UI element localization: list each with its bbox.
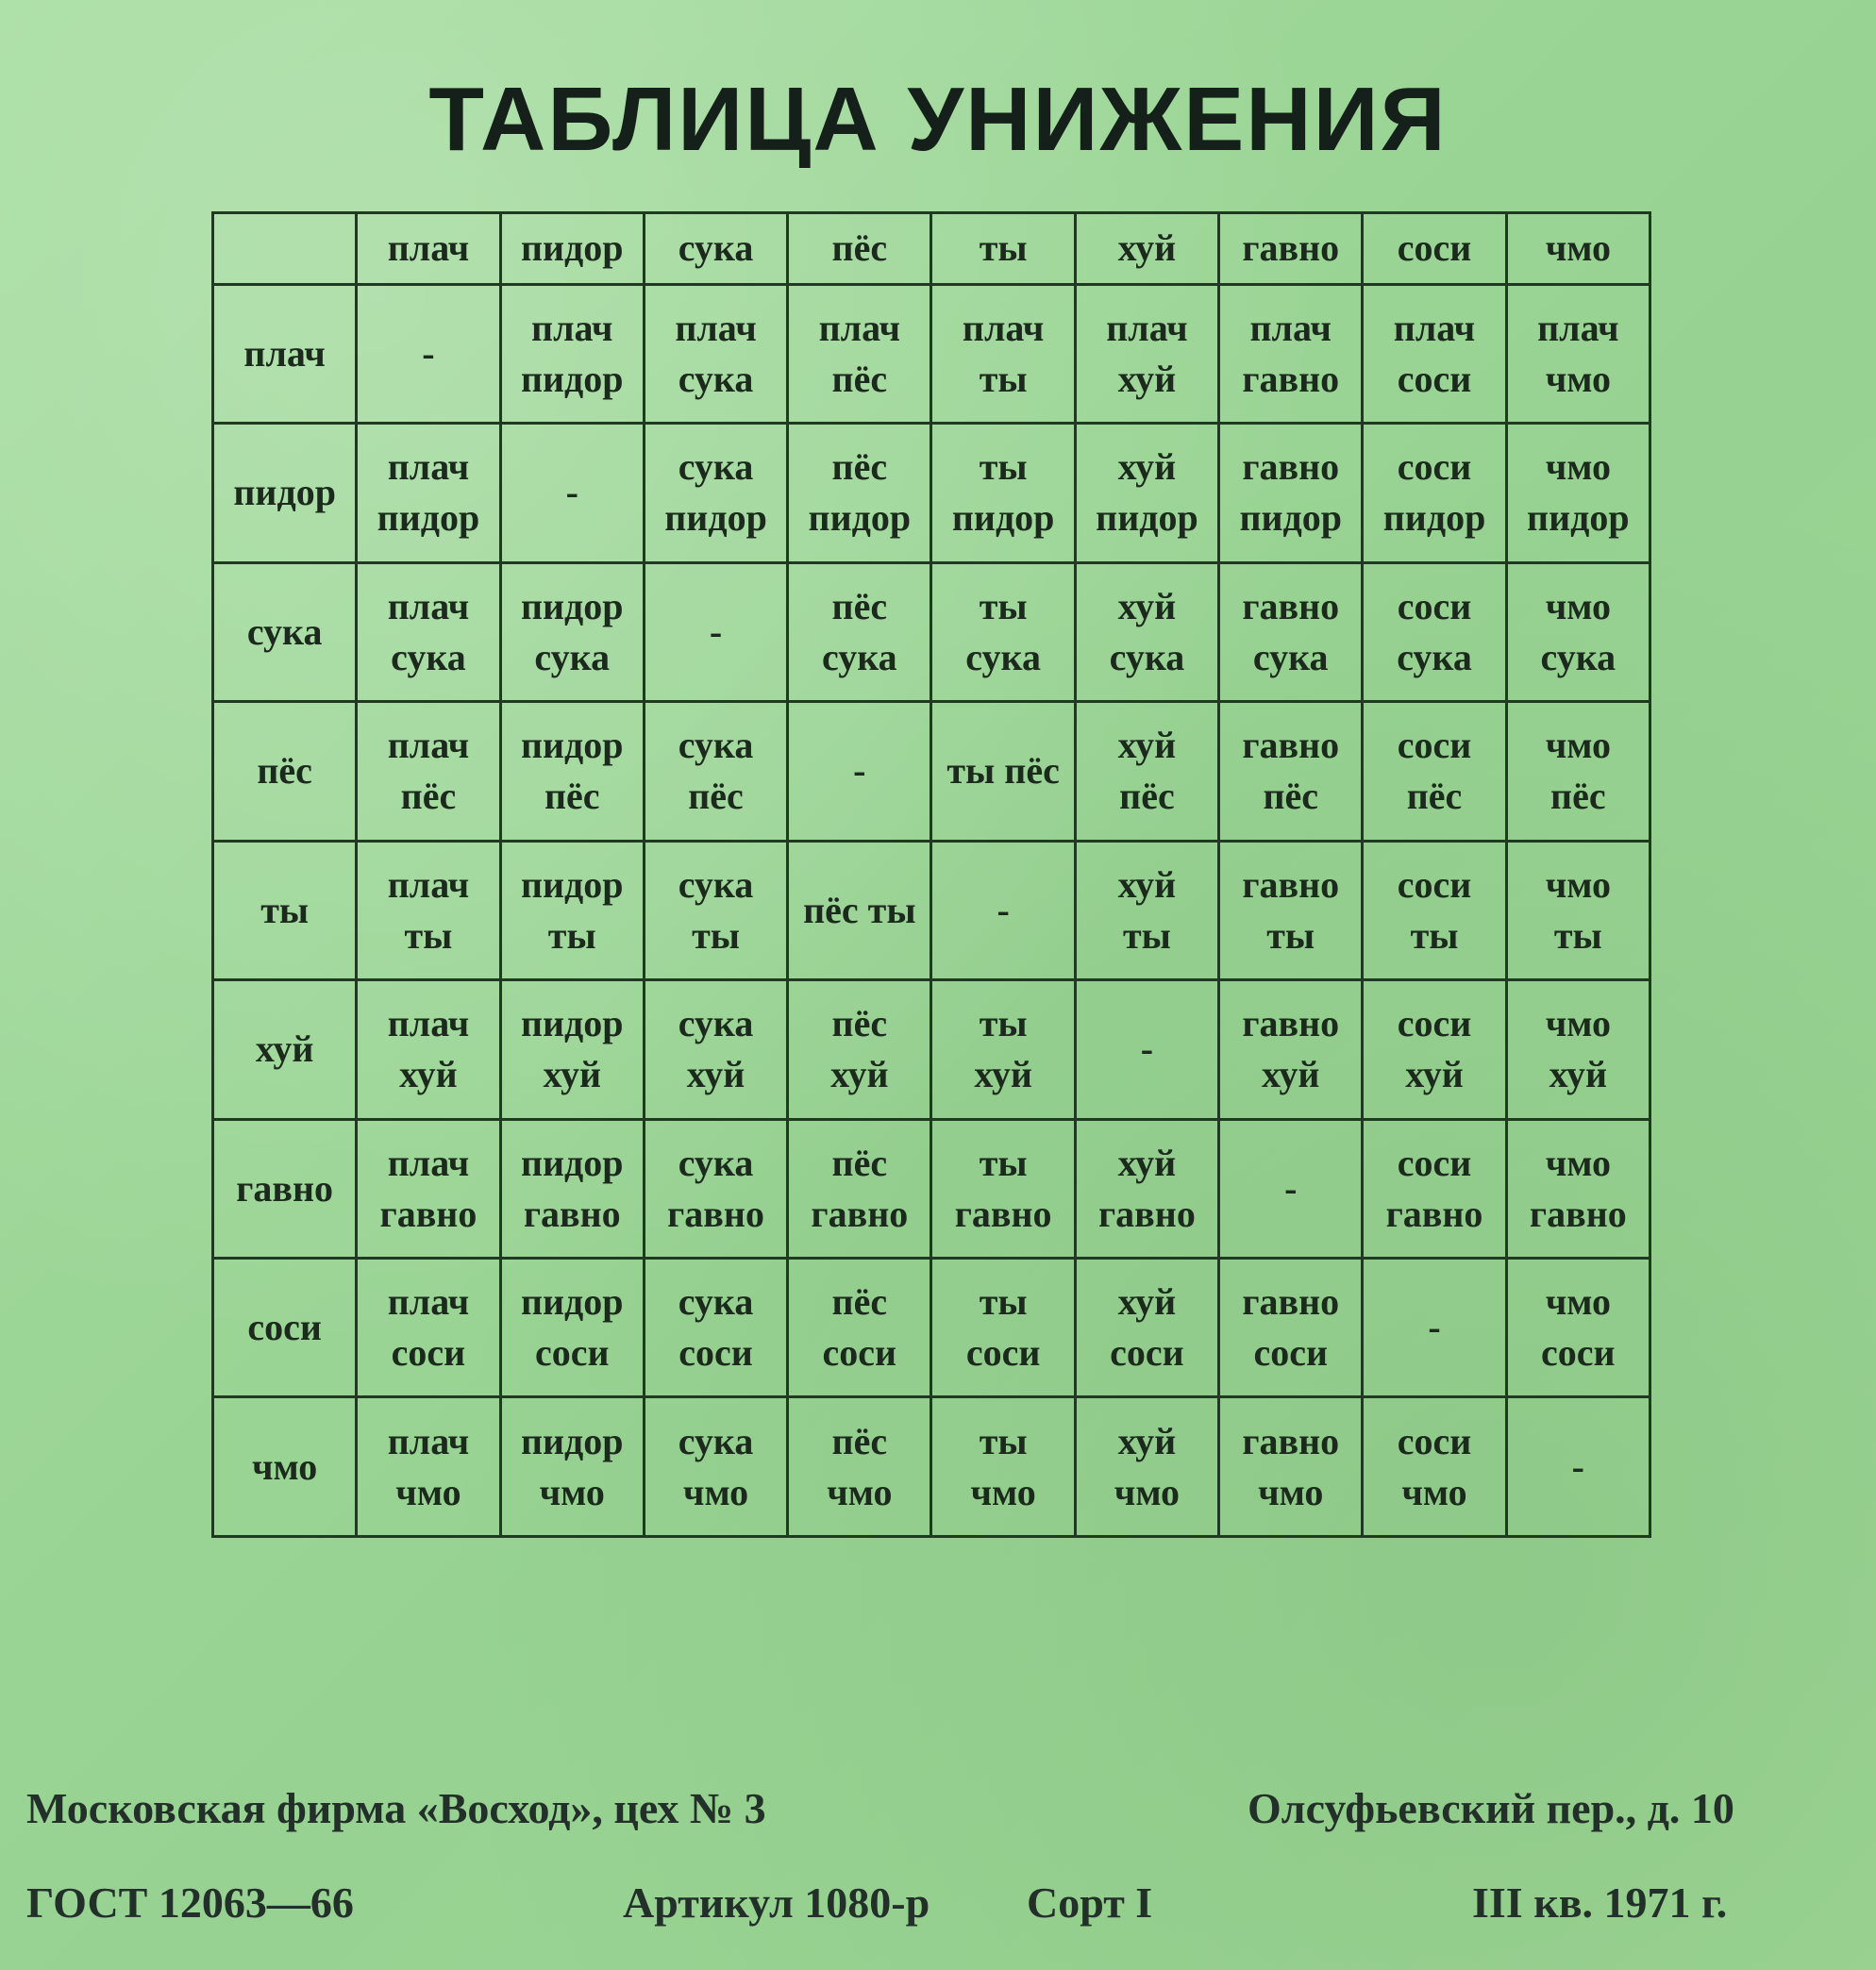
table-cell [1506, 1259, 1650, 1397]
table-cell [644, 702, 787, 841]
cell-word: гавно [1242, 1002, 1340, 1045]
table-cell [788, 1259, 931, 1397]
cell-word: сука [678, 357, 754, 400]
row-header: пёс [213, 702, 357, 841]
column-header: плач [357, 213, 500, 285]
cell-word: ты пёс [946, 749, 1060, 793]
cell-word: плач [1537, 306, 1619, 349]
cell-word: пидор [520, 1141, 624, 1184]
cell-word: хуй [1117, 724, 1177, 767]
cell-word: сука [678, 1280, 754, 1324]
cell-word: сука [1540, 635, 1616, 678]
column-header: пидор [500, 213, 644, 285]
table-cell [788, 702, 931, 841]
table-cell [1363, 980, 1506, 1119]
table-cell [500, 1397, 644, 1537]
column-header: пёс [788, 213, 931, 285]
cell-word: гавно [379, 1192, 477, 1235]
cell-word: - [1140, 1027, 1154, 1071]
cell-word: чмо [1545, 357, 1611, 400]
table-cell [1219, 424, 1363, 562]
humiliation-table [211, 211, 1651, 1538]
cell-word: ты [1553, 913, 1602, 957]
cell-word: гавно [1098, 1192, 1196, 1235]
cell-word: пёс [831, 445, 888, 489]
cell-word: сука [534, 635, 611, 678]
table-cell [644, 562, 787, 701]
table-cell [1363, 1259, 1506, 1397]
column-header: ты [931, 213, 1075, 285]
cell-word: пидор [1239, 496, 1343, 540]
cell-word: чмо [1545, 445, 1611, 489]
cell-word: гавно [1242, 357, 1340, 400]
table-cell [1506, 562, 1650, 701]
table-cell [1363, 562, 1506, 701]
footer-gost: ГОСТ 12063—66 [26, 1878, 354, 1927]
cell-word: плач [1249, 306, 1332, 349]
cell-word: соси [1397, 1002, 1472, 1045]
cell-word: плач [387, 445, 470, 489]
table-cell [644, 1397, 787, 1537]
cell-word: ты [979, 1419, 1028, 1462]
cell-word: пидор [520, 584, 624, 627]
table-cell [1363, 284, 1506, 423]
table-cell [500, 1259, 644, 1397]
cell-word: - [1284, 1166, 1298, 1210]
table-cell [1219, 284, 1363, 423]
cell-word: пёс [544, 775, 600, 818]
table-cell [357, 841, 500, 979]
cell-word: пидор [951, 496, 1055, 540]
table-cell [500, 702, 644, 841]
cell-word: чмо [1545, 584, 1611, 627]
table-row [213, 841, 1650, 979]
table-cell [931, 424, 1075, 562]
table-row [213, 1119, 1650, 1258]
cell-word: гавно [1242, 445, 1340, 489]
cell-word: хуй [686, 1053, 745, 1096]
cell-word: гавно [954, 1192, 1052, 1235]
cell-word: пидор [520, 862, 624, 906]
table-row [213, 562, 1650, 701]
row-header: ты [213, 841, 357, 979]
header-row [213, 213, 1650, 285]
cell-word: соси [822, 1331, 897, 1375]
cell-word: чмо [1401, 1470, 1467, 1513]
table-cell [931, 841, 1075, 979]
cell-word: плач [387, 1280, 470, 1324]
column-header: соси [1363, 213, 1506, 285]
cell-word: чмо [1545, 1280, 1611, 1324]
table-cell [788, 1119, 931, 1258]
cell-word: сука [391, 635, 466, 678]
column-header: хуй [1075, 213, 1218, 285]
cell-word: соси [534, 1331, 610, 1375]
cell-word: пёс [1263, 775, 1318, 818]
cell-word: хуй [399, 1053, 458, 1096]
cell-word: сука [965, 635, 1041, 678]
row-header: гавно [213, 1119, 357, 1258]
cell-word: - [1428, 1306, 1441, 1349]
table-cell [788, 841, 931, 979]
table-cell [1219, 1259, 1363, 1397]
cell-word: хуй [1117, 357, 1177, 400]
table-cell [1219, 841, 1363, 979]
cell-word: пидор [1096, 496, 1198, 540]
table-cell [1075, 980, 1218, 1119]
table-row [213, 702, 1650, 841]
table-cell [357, 562, 500, 701]
cell-word: соси [1397, 724, 1472, 767]
cell-word: чмо [682, 1470, 749, 1513]
cell-word: ты [692, 913, 740, 957]
cell-word: пёс [831, 1280, 888, 1324]
table-row [213, 1259, 1650, 1397]
cell-word: соси [1397, 357, 1472, 400]
cell-word: сука [678, 445, 754, 489]
cell-word: чмо [827, 1470, 893, 1513]
cell-word: пидор [520, 724, 624, 767]
cell-word: ты [979, 357, 1028, 400]
table-cell [500, 841, 644, 979]
cell-word: пёс [1406, 775, 1463, 818]
cell-word: пёс [831, 357, 888, 400]
table-cell [644, 284, 787, 423]
cell-word: хуй [830, 1053, 889, 1096]
table-cell [788, 562, 931, 701]
cell-word: хуй [1117, 584, 1177, 627]
cell-word: хуй [1117, 862, 1177, 906]
cell-word: чмо [1545, 724, 1611, 767]
cell-word: плач [387, 584, 470, 627]
cell-word: гавно [811, 1192, 909, 1235]
cell-word: пёс ты [803, 888, 916, 931]
cell-word: - [1571, 1444, 1584, 1488]
table-cell [931, 1259, 1075, 1397]
row-header: чмо [213, 1397, 357, 1537]
cell-word: соси [678, 1331, 753, 1375]
row-header: плач [213, 284, 357, 423]
cell-word: - [422, 331, 435, 375]
table-cell [1506, 841, 1650, 979]
table-cell [500, 1119, 644, 1258]
table-cell [1506, 1397, 1650, 1537]
cell-word: пидор [377, 496, 480, 540]
cell-word: плач [1106, 306, 1188, 349]
cell-word: соси [1253, 1331, 1328, 1375]
cell-word: гавно [1242, 862, 1340, 906]
cell-word: плач [1393, 306, 1476, 349]
cell-word: хуй [1261, 1053, 1320, 1096]
cell-word: пидор [520, 1419, 624, 1462]
cell-word: пёс [831, 584, 888, 627]
table-cell [1075, 562, 1218, 701]
cell-word: пидор [808, 496, 912, 540]
table-cell [357, 1259, 500, 1397]
table-row [213, 424, 1650, 562]
row-header: пидор [213, 424, 357, 562]
table-cell [357, 702, 500, 841]
cell-word: плач [531, 306, 613, 349]
cell-word: хуй [974, 1053, 1032, 1096]
cell-word: гавно [1242, 584, 1340, 627]
row-header: хуй [213, 980, 357, 1119]
cell-word: соси [1110, 1331, 1184, 1375]
table-cell [1075, 284, 1218, 423]
cell-word: пёс [1550, 775, 1606, 818]
table-cell [500, 284, 644, 423]
cell-word: ты [1266, 913, 1315, 957]
cell-word: сука [678, 862, 754, 906]
cell-word: ты [979, 1280, 1028, 1324]
cell-word: - [853, 749, 866, 793]
cell-word: хуй [1117, 1419, 1177, 1462]
cell-word: плач [387, 862, 470, 906]
cell-word: пидор [1527, 496, 1630, 540]
cell-word: пёс [1119, 775, 1175, 818]
table-cell [500, 424, 644, 562]
table-cell [931, 1119, 1075, 1258]
cell-word: чмо [539, 1470, 605, 1513]
table-cell [644, 424, 787, 562]
cell-word: ты [979, 584, 1028, 627]
cell-word: соси [391, 1331, 466, 1375]
cell-word: - [709, 609, 723, 653]
cell-word: сука [1397, 635, 1472, 678]
corner-cell [213, 213, 357, 285]
cell-word: плач [818, 306, 901, 349]
cell-word: хуй [1549, 1053, 1608, 1096]
table-cell [1506, 702, 1650, 841]
cell-word: хуй [1117, 1141, 1177, 1184]
cell-word: ты [979, 1002, 1028, 1045]
cell-word: гавно [1242, 1280, 1340, 1324]
table-row [213, 1397, 1650, 1537]
cell-word: ты [1410, 913, 1459, 957]
table-cell [1363, 702, 1506, 841]
cell-word: сука [678, 1141, 754, 1184]
table-cell [1075, 1119, 1218, 1258]
cell-word: пёс [831, 1141, 888, 1184]
table-cell [788, 284, 931, 423]
table-cell [644, 1259, 787, 1397]
table-cell [788, 980, 931, 1119]
cell-word: ты [979, 445, 1028, 489]
footer-firm: Московская фирма «Восход», цех № 3 [26, 1784, 766, 1832]
table-cell [1075, 424, 1218, 562]
cell-word: пидор [664, 496, 767, 540]
table-cell [1506, 980, 1650, 1119]
cell-word: пидор [520, 1002, 624, 1045]
cell-word: пидор [1382, 496, 1486, 540]
cell-word: хуй [1117, 1280, 1177, 1324]
table-cell [931, 980, 1075, 1119]
column-header: чмо [1506, 213, 1650, 285]
cell-word: чмо [1545, 1141, 1611, 1184]
table-cell [357, 980, 500, 1119]
table-cell [1075, 702, 1218, 841]
table-cell [931, 702, 1075, 841]
cell-word: сука [678, 1419, 754, 1462]
cell-word: пидор [520, 1280, 624, 1324]
cell-word: соси [1397, 584, 1472, 627]
table-cell [357, 424, 500, 562]
table-cell [1506, 424, 1650, 562]
cell-word: пёс [831, 1002, 888, 1045]
cell-word: гавно [1242, 724, 1340, 767]
table-cell [644, 980, 787, 1119]
cell-word: плач [675, 306, 757, 349]
footer-quarter: III кв. 1971 г. [1472, 1878, 1728, 1927]
table-row [213, 980, 1650, 1119]
cell-word: гавно [1242, 1419, 1340, 1462]
cell-word: сука [678, 724, 754, 767]
table-row [213, 284, 1650, 423]
table-cell [1219, 980, 1363, 1119]
table-cell [644, 841, 787, 979]
footer-grade: Сорт I [1027, 1878, 1153, 1927]
cell-word: гавно [1529, 1192, 1627, 1235]
cell-word: чмо [395, 1470, 461, 1513]
cell-word: пёс [688, 775, 744, 818]
cell-word: чмо [1114, 1470, 1181, 1513]
cell-word: - [997, 888, 1010, 931]
cell-word: плач [387, 1419, 470, 1462]
cell-word: ты [547, 913, 596, 957]
cell-word: соси [1397, 1419, 1472, 1462]
column-header: гавно [1219, 213, 1363, 285]
cell-word: чмо [1545, 862, 1611, 906]
cell-word: хуй [1405, 1053, 1464, 1096]
cell-word: ты [1122, 913, 1171, 957]
cell-word: чмо [970, 1470, 1036, 1513]
table-cell [1363, 841, 1506, 979]
table-cell [1363, 424, 1506, 562]
cell-word: сука [678, 1002, 754, 1045]
table-cell [1363, 1119, 1506, 1258]
cell-word: - [565, 471, 578, 514]
table-cell [788, 1397, 931, 1537]
footer-article: Артикул 1080-р [623, 1878, 930, 1927]
cell-word: соси [1397, 862, 1472, 906]
table-cell [931, 284, 1075, 423]
cell-word: ты [404, 913, 453, 957]
table-cell [931, 562, 1075, 701]
page-title: ТАБЛИЦА УНИЖЕНИЯ [428, 69, 1448, 170]
table-cell [357, 1119, 500, 1258]
table-cell [931, 1397, 1075, 1537]
table-cell [1075, 841, 1218, 979]
cell-word: чмо [1545, 1002, 1611, 1045]
table-cell [644, 1119, 787, 1258]
cell-word: соси [965, 1331, 1041, 1375]
table-cell [500, 562, 644, 701]
cell-word: сука [822, 635, 897, 678]
table-cell [357, 1397, 500, 1537]
cell-word: ты [979, 1141, 1028, 1184]
cell-word: соси [1397, 1141, 1472, 1184]
table-cell [1506, 284, 1650, 423]
cell-word: пидор [520, 357, 624, 400]
cell-word: плач [387, 1002, 470, 1045]
cell-word: соси [1541, 1331, 1616, 1375]
cell-word: гавно [667, 1192, 764, 1235]
cell-word: хуй [543, 1053, 601, 1096]
column-header: сука [644, 213, 787, 285]
table-cell [1219, 702, 1363, 841]
table-cell [1075, 1259, 1218, 1397]
cell-word: пёс [400, 775, 457, 818]
table-cell [788, 424, 931, 562]
table-cell [1219, 1119, 1363, 1258]
cell-word: соси [1397, 445, 1472, 489]
table-cell [1506, 1119, 1650, 1258]
cell-word: гавно [1385, 1192, 1483, 1235]
table-cell [1219, 1397, 1363, 1537]
cell-word: гавно [523, 1192, 621, 1235]
cell-word: плач [962, 306, 1045, 349]
table-cell [1075, 1397, 1218, 1537]
table-cell [1219, 562, 1363, 701]
row-header: сука [213, 562, 357, 701]
cell-word: сука [1109, 635, 1185, 678]
cell-word: хуй [1117, 445, 1177, 489]
table-cell [357, 284, 500, 423]
cell-word: сука [1252, 635, 1329, 678]
row-header: соси [213, 1259, 357, 1397]
cell-word: плач [387, 1141, 470, 1184]
table-cell [500, 980, 644, 1119]
table-cell [1363, 1397, 1506, 1537]
cell-word: чмо [1258, 1470, 1324, 1513]
cell-word: плач [387, 724, 470, 767]
cell-word: пёс [831, 1419, 888, 1462]
footer-address: Олсуфьевский пер., д. 10 [1248, 1784, 1734, 1832]
